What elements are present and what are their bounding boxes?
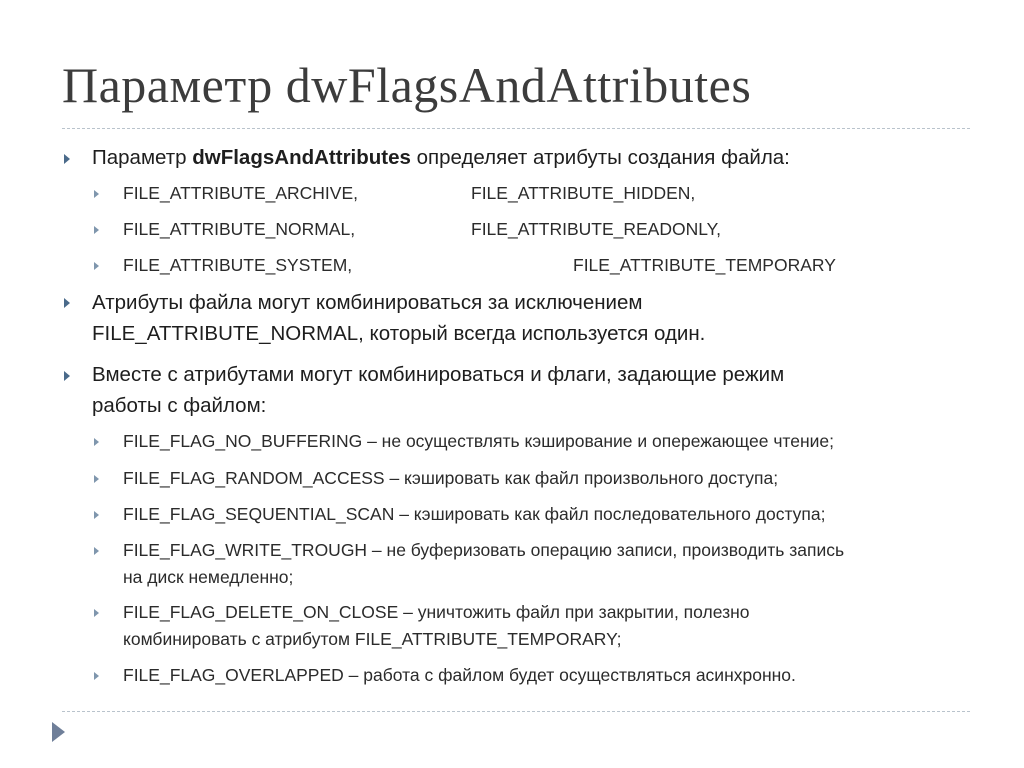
para-1-pre: Параметр	[92, 146, 193, 169]
sub-bullet-icon	[94, 475, 99, 483]
flag-no-buffering: FILE_FLAG_NO_BUFFERING – не осуществлять кэширование и опережающее чтение;	[123, 431, 835, 451]
sub-bullet-icon	[94, 190, 99, 198]
sub-bullet-icon	[94, 226, 99, 234]
para-2-line-2: FILE_ATTRIBUTE_NORMAL, который всегда используется один.	[92, 322, 706, 345]
flag-delete-on-close-line-2: комбинировать с атрибутом FILE_ATTRIBUTE_TEMPORARY;	[123, 629, 622, 649]
play-icon[interactable]	[52, 722, 65, 742]
para-1-post: определяет атрибуты создания файла:	[410, 146, 790, 169]
attr-system: FILE_ATTRIBUTE_SYSTEM,	[123, 255, 353, 275]
para-2-line-1: Атрибуты файла могут комбинироваться за исключением	[92, 291, 643, 314]
footer-divider	[62, 711, 970, 712]
sub-bullet-icon	[94, 672, 99, 680]
flag-write-trough-line-1: FILE_FLAG_WRITE_TROUGH – не буферизовать операцию записи, производить запись	[123, 540, 845, 560]
title-divider	[62, 128, 970, 129]
para-3-line-2: работы с файлом:	[92, 394, 267, 417]
bullet-icon	[64, 154, 70, 164]
bullet-icon	[64, 371, 70, 381]
flag-random-access: FILE_FLAG_RANDOM_ACCESS – кэшировать как файл произвольного доступа;	[123, 468, 779, 488]
sub-bullet-icon	[94, 262, 99, 270]
attr-readonly: FILE_ATTRIBUTE_READONLY,	[471, 219, 721, 239]
attr-hidden: FILE_ATTRIBUTE_HIDDEN,	[471, 183, 696, 203]
sub-bullet-icon	[94, 547, 99, 555]
flag-overlapped: FILE_FLAG_OVERLAPPED – работа с файлом будет осуществляться асинхронно.	[123, 665, 796, 685]
flag-write-trough-line-2: на диск немедленно;	[123, 567, 294, 587]
slide-title: Параметр dwFlagsAndAttributes	[62, 57, 752, 113]
attr-temporary: FILE_ATTRIBUTE_TEMPORARY	[573, 255, 836, 275]
attr-archive: FILE_ATTRIBUTE_ARCHIVE,	[123, 183, 359, 203]
attr-normal: FILE_ATTRIBUTE_NORMAL,	[123, 219, 356, 239]
sub-bullet-icon	[94, 609, 99, 617]
bullet-icon	[64, 298, 70, 308]
flag-delete-on-close-line-1: FILE_FLAG_DELETE_ON_CLOSE – уничтожить файл при закрытии, полезно	[123, 602, 750, 622]
sub-bullet-icon	[94, 438, 99, 446]
para-3-line-1: Вместе с атрибутами могут комбинироваться и флаги, задающие режим	[92, 363, 785, 386]
para-1-bold: dwFlagsAndAttributes	[192, 146, 411, 169]
sub-bullet-icon	[94, 511, 99, 519]
para-1	[92, 146, 790, 170]
flag-sequential-scan: FILE_FLAG_SEQUENTIAL_SCAN – кэшировать как файл последовательного доступа;	[123, 504, 826, 524]
